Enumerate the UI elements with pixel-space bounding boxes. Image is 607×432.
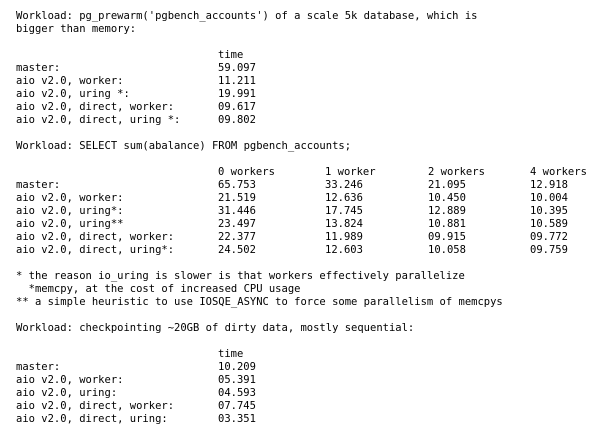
row-value: 10.881 [428,218,466,230]
workload-2-column-header-row [16,166,607,179]
table-row [16,192,607,205]
row-label: master: [16,361,61,373]
row-label: master: [16,179,61,191]
column-header-4-workers: 4 workers [530,166,587,178]
row-label: aio v2.0, direct, worker: [16,231,175,243]
column-header-time: time [218,49,244,61]
workload-3-heading-line-1: Workload: checkpointing ~20GB of dirty data, mostly sequential: [16,322,415,334]
column-spacer [16,348,218,361]
row-value: 11.211 [218,75,256,87]
row-value: 04.593 [218,387,256,399]
row-value: 10.004 [530,192,568,204]
row-value: 10.209 [218,361,256,373]
row-label: aio v2.0, uring** [16,218,124,230]
workload-1-column-header-row [16,49,607,62]
row-value: 11.989 [325,231,363,243]
row-label: aio v2.0, worker: [16,374,124,386]
row-value: 21.519 [218,192,256,204]
row-label: aio v2.0, uring*: [16,205,124,217]
row-value: 12.889 [428,205,466,217]
blank-line [16,257,607,270]
row-value: 09.915 [428,231,466,243]
row-value: 10.058 [428,244,466,256]
row-value: 33.246 [325,179,363,191]
column-header-0-workers: 0 workers [218,166,275,178]
row-value: 12.636 [325,192,363,204]
table-row [16,75,607,88]
table-row [16,361,607,374]
row-value: 09.617 [218,101,256,113]
row-label: aio v2.0, direct, uring *: [16,114,181,126]
row-value: 12.918 [530,179,568,191]
footnote-line-3: ** a simple heuristic to use IOSQE_ASYNC to force some parallelism of memcpys [16,296,503,308]
row-value: 05.391 [218,374,256,386]
row-value: 07.745 [218,400,256,412]
table-row [16,413,607,426]
row-label: aio v2.0, direct, worker: [16,101,175,113]
row-value: 22.377 [218,231,256,243]
row-value: 31.446 [218,205,256,217]
row-value: 59.097 [218,62,256,74]
column-header-1-worker: 1 worker [325,166,376,178]
row-label: aio v2.0, worker: [16,192,124,204]
row-value: 12.603 [325,244,363,256]
row-value: 13.824 [325,218,363,230]
row-value: 03.351 [218,413,256,425]
row-value: 21.095 [428,179,466,191]
workload-1-heading-line-2: bigger than memory: [16,23,137,35]
workload-1-heading-line-1: Workload: pg_prewarm('pgbench_accounts') of a scale 5k database, which is [16,10,478,22]
row-label: aio v2.0, direct, worker: [16,400,175,412]
table-row [16,62,607,75]
row-label: master: [16,62,61,74]
row-value: 17.745 [325,205,363,217]
row-label: aio v2.0, uring: [16,387,118,399]
table-row [16,244,607,257]
table-row [16,179,607,192]
row-value: 09.759 [530,244,568,256]
blank-line [16,36,607,49]
table-row [16,387,607,400]
row-value: 24.502 [218,244,256,256]
column-header-2-workers: 2 workers [428,166,485,178]
blank-line [16,335,607,348]
row-value: 23.497 [218,218,256,230]
blank-line [16,309,607,322]
row-value: 09.772 [530,231,568,243]
table-row [16,114,607,127]
row-value: 10.589 [530,218,568,230]
row-value: 10.450 [428,192,466,204]
blank-line [16,153,607,166]
table-row [16,400,607,413]
row-value: 09.802 [218,114,256,126]
row-value: 65.753 [218,179,256,191]
blank-line [16,127,607,140]
row-label: aio v2.0, worker: [16,75,124,87]
table-row [16,374,607,387]
column-spacer [16,49,218,62]
row-label: aio v2.0, direct, uring: [16,413,168,425]
footnote-line-2: *memcpy, at the cost of increased CPU usage [16,283,301,295]
column-header-time: time [218,348,244,360]
table-row [16,88,607,101]
table-row [16,205,607,218]
row-value: 10.395 [530,205,568,217]
table-row [16,101,607,114]
workload-3-column-header-row [16,348,607,361]
workload-2-heading-line-1: Workload: SELECT sum(abalance) FROM pgbench_accounts; [16,140,352,152]
row-value: 19.991 [218,88,256,100]
table-row [16,218,607,231]
table-row [16,231,607,244]
footnote-line-1: * the reason io_uring is slower is that workers effectively parallelize [16,270,465,282]
row-label: aio v2.0, uring *: [16,88,130,100]
column-spacer [16,166,218,179]
row-label: aio v2.0, direct, uring*: [16,244,175,256]
